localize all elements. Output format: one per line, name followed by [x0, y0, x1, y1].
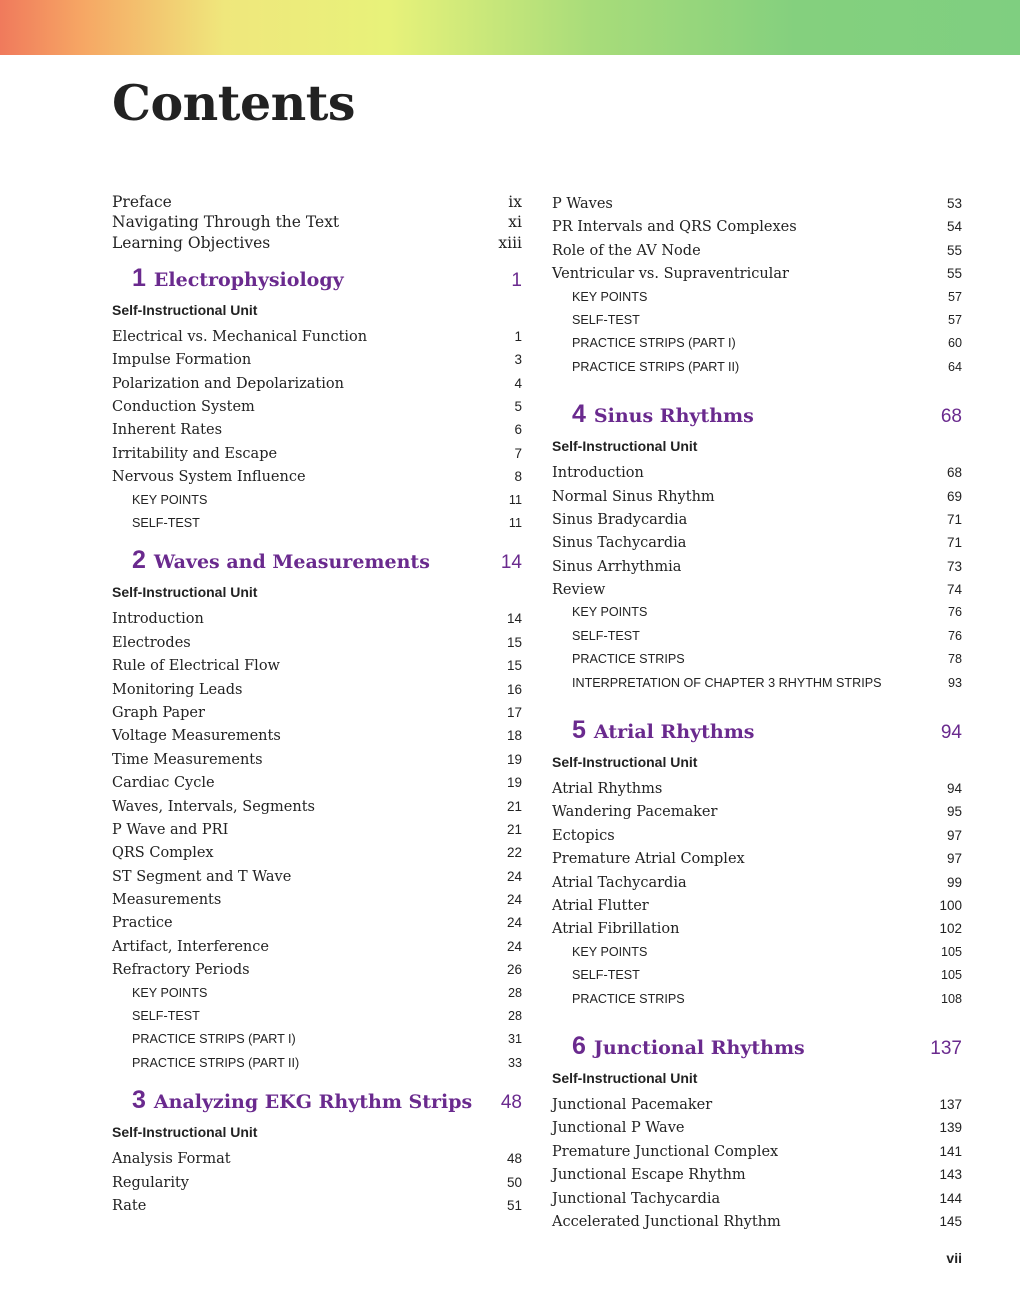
spacer	[552, 695, 962, 705]
entry-page: 26	[506, 962, 522, 978]
unit-label: Self-Instructional Unit	[112, 301, 258, 318]
unit-label: Self-Instructional Unit	[552, 754, 698, 771]
chapter-heading-5[interactable]	[552, 713, 962, 747]
unit-label: Self-Instructional Unit	[552, 438, 698, 455]
toc-entry[interactable]	[552, 1093, 962, 1116]
entry-page: 21	[506, 798, 522, 814]
chapter-title: Junctional Rhythms	[593, 1036, 805, 1059]
entry-page: 24	[506, 915, 522, 931]
chapter-page: 94	[940, 722, 962, 744]
toc-entry[interactable]	[112, 212, 522, 232]
entry-label: Time Measurements	[112, 751, 263, 768]
toc-right-column	[552, 192, 962, 1233]
toc-entry[interactable]	[552, 192, 962, 215]
entry-label: Normal Sinus Rhythm	[552, 488, 715, 505]
entry-label: Accelerated Junctional Rhythm	[552, 1213, 781, 1230]
unit-label: Self-Instructional Unit	[112, 1124, 258, 1141]
entry-label: Monitoring Leads	[112, 681, 243, 698]
toc-subentry[interactable]	[552, 648, 962, 671]
entry-label: Junctional Escape Rhythm	[552, 1167, 746, 1184]
entry-label: Review	[552, 582, 606, 599]
toc-entry[interactable]	[552, 508, 962, 531]
entry-label: PRACTICE STRIPS (PART II)	[572, 359, 740, 374]
entry-page: 102	[939, 921, 962, 937]
toc-subentry[interactable]	[552, 332, 962, 355]
entry-label: Analysis Format	[112, 1151, 231, 1168]
entry-page: 60	[947, 336, 962, 351]
entry-page: 24	[506, 938, 522, 954]
toc-entry[interactable]	[112, 1147, 522, 1170]
entry-page: 57	[947, 312, 962, 327]
toc-entry[interactable]	[112, 192, 522, 212]
entry-page: 8	[514, 469, 522, 485]
toc-entry[interactable]	[112, 1171, 522, 1194]
toc-entry[interactable]	[112, 418, 522, 441]
toc-subentry[interactable]	[552, 672, 962, 695]
chapter-page: 48	[500, 1092, 522, 1114]
entry-page: 64	[947, 359, 962, 374]
toc-entry[interactable]	[112, 631, 522, 654]
entry-label: Impulse Formation	[112, 352, 252, 369]
entry-page: 1	[514, 328, 522, 344]
entry-page: xiii	[498, 233, 522, 252]
toc-entry[interactable]	[552, 239, 962, 262]
toc-entry[interactable]	[112, 654, 522, 677]
entry-label: Electrical vs. Mechanical Function	[112, 328, 368, 345]
chapter-heading-6[interactable]	[552, 1029, 962, 1063]
entry-page: 24	[506, 868, 522, 884]
entry-page: 14	[506, 611, 522, 627]
toc-entry[interactable]	[552, 1163, 962, 1186]
toc-subentry[interactable]	[112, 982, 522, 1005]
toc-entry[interactable]	[112, 678, 522, 701]
toc-entry[interactable]	[552, 578, 962, 601]
entry-page: 15	[506, 658, 522, 674]
entry-page: 137	[939, 1096, 962, 1112]
toc-entry[interactable]	[112, 233, 522, 253]
chapter-number: 3	[132, 1086, 146, 1115]
toc-entry[interactable]	[552, 1187, 962, 1210]
entry-label: QRS Complex	[112, 845, 214, 862]
entry-label: SELF-TEST	[572, 312, 640, 327]
toc-subentry[interactable]	[552, 988, 962, 1011]
entry-page: xi	[508, 213, 522, 232]
entry-label: Learning Objectives	[112, 233, 271, 252]
entry-label: Preface	[112, 193, 172, 211]
chapter-number: 6	[572, 1031, 586, 1060]
entry-page: 105	[940, 944, 962, 959]
chapter-title: Atrial Rhythms	[593, 721, 755, 744]
entry-page: 19	[506, 751, 522, 767]
entry-label: Nervous System Influence	[112, 469, 306, 486]
entry-page: 55	[946, 242, 962, 258]
entry-label: SELF-TEST	[132, 516, 200, 531]
entry-page: 94	[946, 781, 962, 797]
chapter-title: Analyzing EKG Rhythm Strips	[153, 1091, 473, 1114]
toc-subentry[interactable]	[112, 512, 522, 535]
entry-label: SELF-TEST	[572, 628, 640, 643]
entry-page: 141	[939, 1143, 962, 1159]
chapter-heading-2[interactable]	[112, 543, 522, 577]
toc-subentry[interactable]	[112, 489, 522, 512]
toc-subentry[interactable]	[552, 286, 962, 309]
entry-page: 73	[946, 558, 962, 574]
entry-page: 57	[947, 289, 962, 304]
entry-page: 93	[947, 675, 962, 690]
toc-subentry[interactable]	[552, 309, 962, 332]
entry-page: 28	[507, 1009, 522, 1024]
toc-entry[interactable]	[112, 607, 522, 630]
entry-page: 100	[939, 897, 962, 913]
entry-page: 55	[946, 266, 962, 282]
entry-label: PRACTICE STRIPS (PART II)	[132, 1055, 300, 1070]
toc-entry[interactable]	[112, 865, 522, 888]
entry-label: SELF-TEST	[572, 968, 640, 983]
entry-label: Regularity	[112, 1174, 189, 1191]
entry-label: Ectopics	[552, 827, 615, 844]
entry-page: 11	[508, 516, 522, 531]
toc-entry[interactable]	[552, 1116, 962, 1139]
toc-entry[interactable]	[552, 800, 962, 823]
page-title: Contents	[112, 74, 355, 132]
entry-page: 74	[946, 582, 962, 598]
entry-label: P Wave and PRI	[112, 821, 229, 838]
toc-entry[interactable]	[552, 461, 962, 484]
entry-page: 7	[514, 445, 522, 461]
entry-page: 139	[939, 1120, 962, 1136]
entry-label: PRACTICE STRIPS (PART I)	[132, 1032, 296, 1047]
entry-page: 105	[940, 968, 962, 983]
entry-page: 24	[506, 892, 522, 908]
chapter-title: Waves and Measurements	[153, 551, 430, 574]
unit-label: Self-Instructional Unit	[112, 584, 258, 601]
toc-entry[interactable]	[552, 531, 962, 554]
toc-subentry[interactable]	[552, 356, 962, 379]
chapter-heading-3[interactable]	[112, 1083, 522, 1117]
entry-label: Sinus Bradycardia	[552, 511, 688, 528]
toc-subentry[interactable]	[552, 941, 962, 964]
toc-entry[interactable]	[112, 395, 522, 418]
entry-label: INTERPRETATION OF CHAPTER 3 RHYTHM STRIPS	[572, 675, 882, 690]
toc-entry[interactable]	[112, 795, 522, 818]
entry-page: 54	[946, 219, 962, 235]
entry-label: Waves, Intervals, Segments	[112, 798, 315, 815]
entry-page: 97	[946, 851, 962, 867]
toc-subentry[interactable]	[112, 1028, 522, 1051]
entry-label: Atrial Fibrillation	[552, 921, 680, 938]
entry-label: KEY POINTS	[572, 944, 648, 959]
entry-label: Voltage Measurements	[112, 728, 281, 745]
spacer	[552, 1011, 962, 1021]
entry-label: PRACTICE STRIPS (PART I)	[572, 336, 736, 351]
entry-label: PR Intervals and QRS Complexes	[552, 219, 797, 236]
entry-page: 33	[507, 1055, 522, 1070]
entry-page: 76	[947, 605, 962, 620]
entry-page: 97	[946, 827, 962, 843]
entry-page: 11	[508, 492, 522, 507]
toc-entry[interactable]	[552, 917, 962, 940]
entry-page: 143	[939, 1167, 962, 1183]
entry-label: Polarization and Depolarization	[112, 375, 344, 392]
toc-entry[interactable]	[112, 325, 522, 348]
entry-label: Role of the AV Node	[552, 242, 701, 259]
entry-label: Sinus Tachycardia	[552, 535, 687, 552]
entry-label: P Waves	[552, 196, 613, 212]
toc-subentry[interactable]	[552, 625, 962, 648]
entry-label: Junctional Pacemaker	[552, 1096, 713, 1113]
entry-label: Wandering Pacemaker	[552, 804, 718, 821]
top-color-band	[0, 0, 1020, 55]
entry-label: Rate	[112, 1198, 147, 1214]
entry-page: 71	[946, 511, 962, 527]
chapter-number: 2	[132, 546, 146, 575]
entry-page: 6	[514, 422, 522, 438]
entry-label: SELF-TEST	[132, 1009, 200, 1024]
entry-label: Cardiac Cycle	[112, 775, 215, 792]
toc-entry[interactable]	[552, 262, 962, 285]
toc-subentry[interactable]	[112, 1052, 522, 1075]
toc-entry[interactable]	[552, 871, 962, 894]
toc-left-column	[112, 192, 522, 1217]
entry-page: 99	[946, 874, 962, 890]
chapter-page: 68	[940, 406, 962, 428]
entry-label: Atrial Rhythms	[552, 781, 663, 798]
toc-entry[interactable]	[552, 1140, 962, 1163]
entry-page: 28	[507, 985, 522, 1000]
entry-page: 76	[947, 628, 962, 643]
entry-label: Refractory Periods	[112, 962, 250, 979]
entry-label: Conduction System	[112, 399, 255, 416]
entry-page: 51	[506, 1198, 522, 1213]
entry-label: KEY POINTS	[132, 985, 208, 1000]
toc-subentry[interactable]	[552, 964, 962, 987]
toc-entry[interactable]	[112, 442, 522, 465]
entry-label: Rule of Electrical Flow	[112, 658, 280, 675]
chapter-number: 4	[572, 400, 586, 429]
spacer	[552, 379, 962, 389]
toc-entry[interactable]	[552, 894, 962, 917]
entry-label: Ventricular vs. Supraventricular	[552, 266, 789, 283]
chapter-number: 5	[572, 716, 586, 745]
entry-page: 145	[939, 1213, 962, 1229]
entry-label: Sinus Arrhythmia	[552, 558, 682, 575]
chapter-page: 14	[500, 552, 522, 574]
toc-entry[interactable]	[112, 748, 522, 771]
entry-label: PRACTICE STRIPS	[572, 991, 685, 1006]
chapter-heading-1[interactable]	[112, 261, 522, 295]
toc-entry[interactable]	[112, 701, 522, 724]
entry-page: 21	[506, 821, 522, 837]
entry-label: Premature Atrial Complex	[552, 851, 745, 868]
entry-page: 19	[506, 775, 522, 791]
chapter-page: 137	[930, 1037, 962, 1059]
entry-page: 15	[506, 634, 522, 650]
page-number: vii	[946, 1250, 962, 1266]
toc-entry[interactable]	[112, 818, 522, 841]
chapter-heading-4[interactable]	[552, 397, 962, 431]
toc-entry[interactable]	[552, 215, 962, 238]
chapter-title: Electrophysiology	[153, 268, 344, 291]
entry-label: Introduction	[112, 611, 204, 628]
toc-entry[interactable]	[112, 348, 522, 371]
entry-label: Atrial Tachycardia	[552, 874, 687, 891]
toc-entry[interactable]	[112, 724, 522, 747]
entry-label: Electrodes	[112, 634, 191, 651]
front-matter	[112, 192, 522, 253]
entry-label: Graph Paper	[112, 704, 205, 721]
entry-page: 48	[506, 1151, 522, 1167]
entry-label: KEY POINTS	[572, 605, 648, 620]
entry-label: Measurements	[112, 892, 222, 909]
entry-page: 71	[946, 535, 962, 551]
toc-entry[interactable]	[112, 935, 522, 958]
toc-entry[interactable]	[112, 911, 522, 934]
entry-label: Practice	[112, 915, 173, 932]
toc-entry[interactable]	[112, 465, 522, 488]
toc-entry[interactable]	[552, 777, 962, 800]
entry-page: 69	[946, 488, 962, 504]
toc-subentry[interactable]	[112, 1005, 522, 1028]
entry-page: 3	[514, 352, 522, 368]
entry-label: Premature Junctional Complex	[552, 1143, 779, 1160]
entry-label: Atrial Flutter	[552, 897, 649, 914]
chapter-page: 1	[511, 269, 522, 291]
entry-label: Junctional P Wave	[552, 1120, 685, 1137]
entry-page: 16	[506, 681, 522, 697]
chapter-title: Sinus Rhythms	[593, 405, 754, 428]
entry-page: ix	[508, 193, 522, 211]
toc-subentry[interactable]	[552, 601, 962, 624]
entry-label: ST Segment and T Wave	[112, 868, 292, 885]
entry-label: Artifact, Interference	[112, 938, 269, 955]
chapter-number: 1	[132, 263, 146, 292]
entry-label: KEY POINTS	[572, 289, 648, 304]
toc-entry[interactable]	[112, 888, 522, 911]
entry-label: Junctional Tachycardia	[552, 1190, 721, 1207]
toc-entry[interactable]	[112, 372, 522, 395]
toc-entry[interactable]	[112, 841, 522, 864]
unit-label: Self-Instructional Unit	[552, 1069, 698, 1086]
toc-entry[interactable]	[552, 485, 962, 508]
entry-page: 144	[939, 1190, 962, 1206]
entry-page: 22	[506, 845, 522, 861]
entry-label: Introduction	[552, 465, 644, 482]
entry-page: 31	[507, 1032, 522, 1047]
toc-entry[interactable]	[552, 824, 962, 847]
entry-label: KEY POINTS	[132, 492, 208, 507]
toc-entry[interactable]	[112, 771, 522, 794]
entry-page: 5	[514, 399, 522, 415]
entry-page: 68	[946, 465, 962, 481]
entry-page: 4	[514, 375, 522, 391]
toc-entry[interactable]	[552, 847, 962, 870]
entry-label: Navigating Through the Text	[112, 213, 340, 232]
entry-page: 95	[946, 804, 962, 820]
entry-page: 78	[947, 652, 962, 667]
entry-label: Irritability and Escape	[112, 445, 278, 462]
entry-page: 50	[506, 1174, 522, 1190]
toc-entry[interactable]	[112, 958, 522, 981]
toc-entry[interactable]	[112, 1194, 522, 1217]
entry-label: Inherent Rates	[112, 422, 223, 439]
entry-page: 53	[946, 196, 962, 211]
entry-page: 108	[940, 991, 962, 1006]
entry-page: 17	[506, 704, 522, 720]
toc-entry[interactable]	[552, 555, 962, 578]
entry-page: 18	[506, 728, 522, 744]
entry-label: PRACTICE STRIPS	[572, 652, 685, 667]
toc-entry[interactable]	[552, 1210, 962, 1233]
